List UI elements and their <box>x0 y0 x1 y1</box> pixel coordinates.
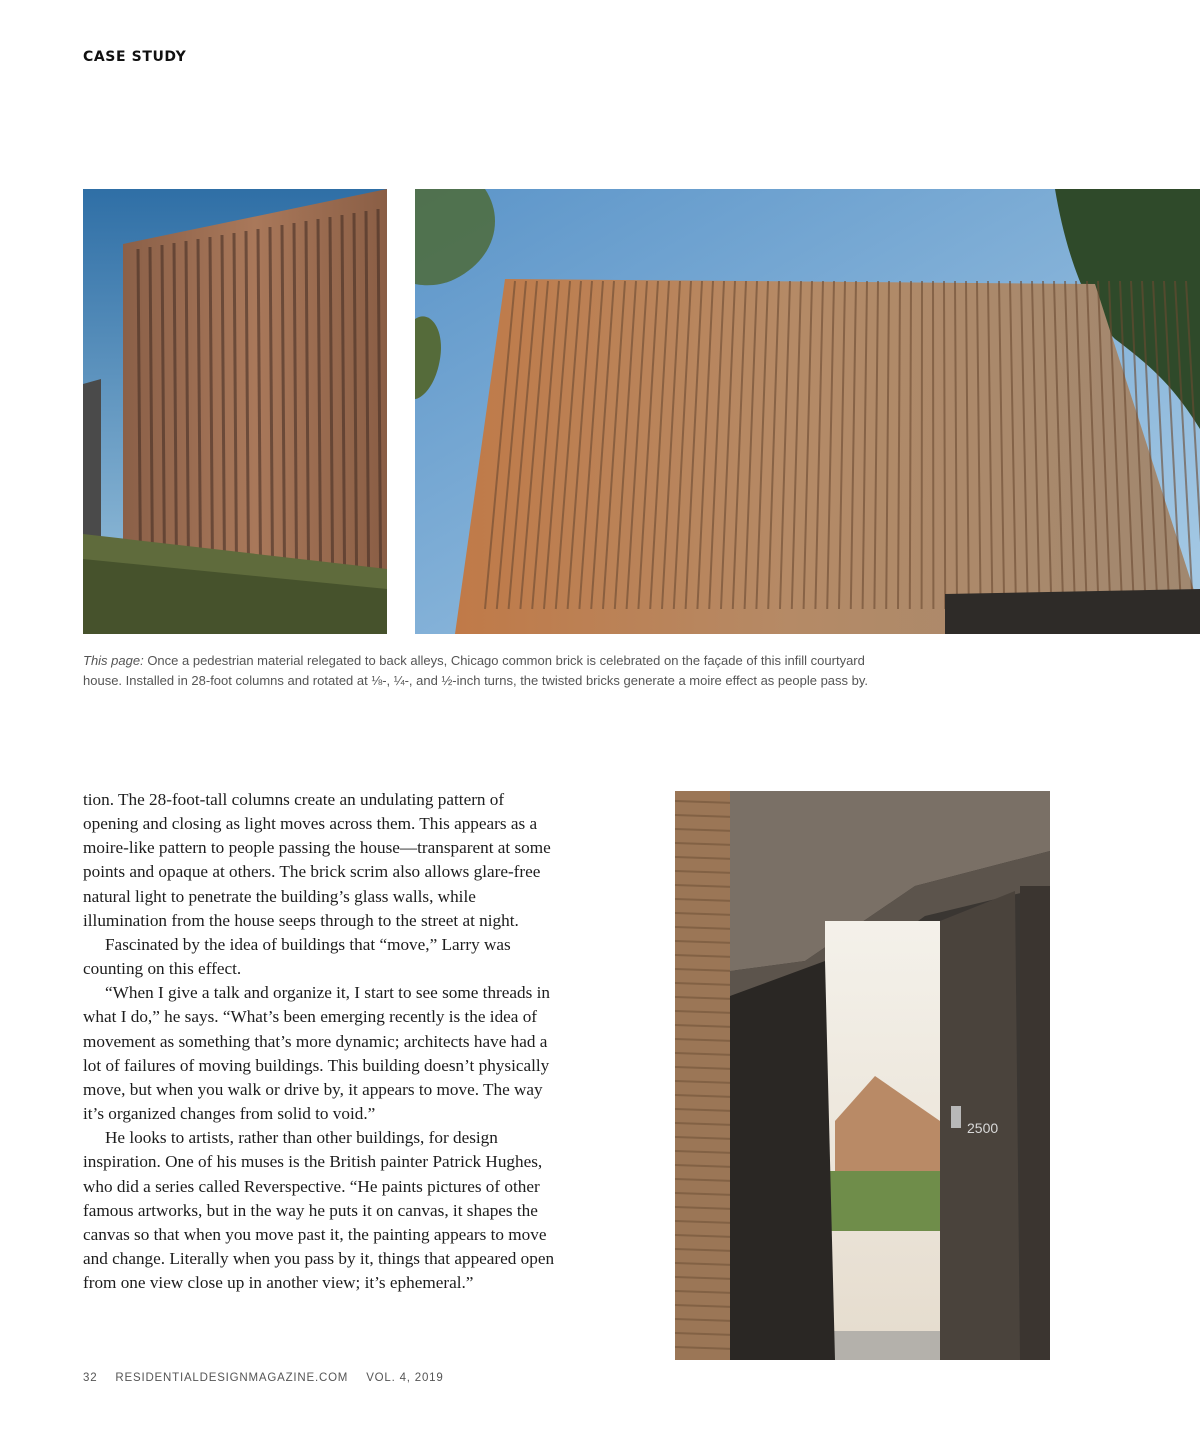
brick-facade-photo <box>415 189 1200 634</box>
article-body <box>83 788 563 1295</box>
page-footer <box>83 1372 458 1384</box>
entry-passage-photo <box>675 791 1050 1360</box>
brick-columns-photo <box>83 189 387 634</box>
issue-label: VOL. 4, 2019 <box>366 1372 444 1384</box>
caption-lead: This page: <box>83 653 144 668</box>
paragraph: tion. The 28-foot-tall columns create an undulating pattern of opening and closing as light moves across them. This appears as a moire-like pattern to people passing the house—transparent at some points and opaque at others. The brick scrim also allows glare-free natural light to penetrate the building’s glass walls, while illumination from the house seeps through to the street at night. <box>83 790 551 930</box>
paragraph: He looks to artists, rather than other buildings, for design inspiration. One of his muses is the British painter Patrick Hughes, who did a series called Reverspective. “He paints pictures of other famous artworks, but in the way he puts it on canvas, it shapes the canvas so that when you move past it, the painting appears to move and change. Literally when you pass by it, things that appeared open from one view close up in another view; it’s ephemeral.” <box>83 1128 555 1293</box>
paragraph: “When I give a talk and organize it, I start to see some threads in what I do,” he says. “What’s been emerging recently is the idea of movement as something that’s more dynamic; architects have had a lot of failures of moving buildings. This building doesn’t physically move, but when you walk or drive by, it appears to move. The way it’s organized changes from solid to void.” <box>83 983 550 1124</box>
photo-caption <box>83 651 883 690</box>
site-url: RESIDENTIALDESIGNMAGAZINE.COM <box>115 1372 349 1384</box>
page-number: 32 <box>83 1372 98 1384</box>
section-label: CASE STUDY <box>83 49 187 65</box>
house-number: 2500 <box>967 1120 999 1136</box>
brick-column-shadow <box>910 281 911 609</box>
caption-text: Once a pedestrian material relegated to back alleys, Chicago common brick is celebrated on the façade of this infill courtyard house. Installed in 28-foot columns and rotated at ⅛-, ¼-, and ½-inch turns, the twisted bricks generate a moire effect as people pass by. <box>83 653 869 688</box>
brick-column-shadow <box>944 281 945 609</box>
paragraph: Fascinated by the idea of buildings that “move,” Larry was counting on this effect. <box>83 934 511 979</box>
